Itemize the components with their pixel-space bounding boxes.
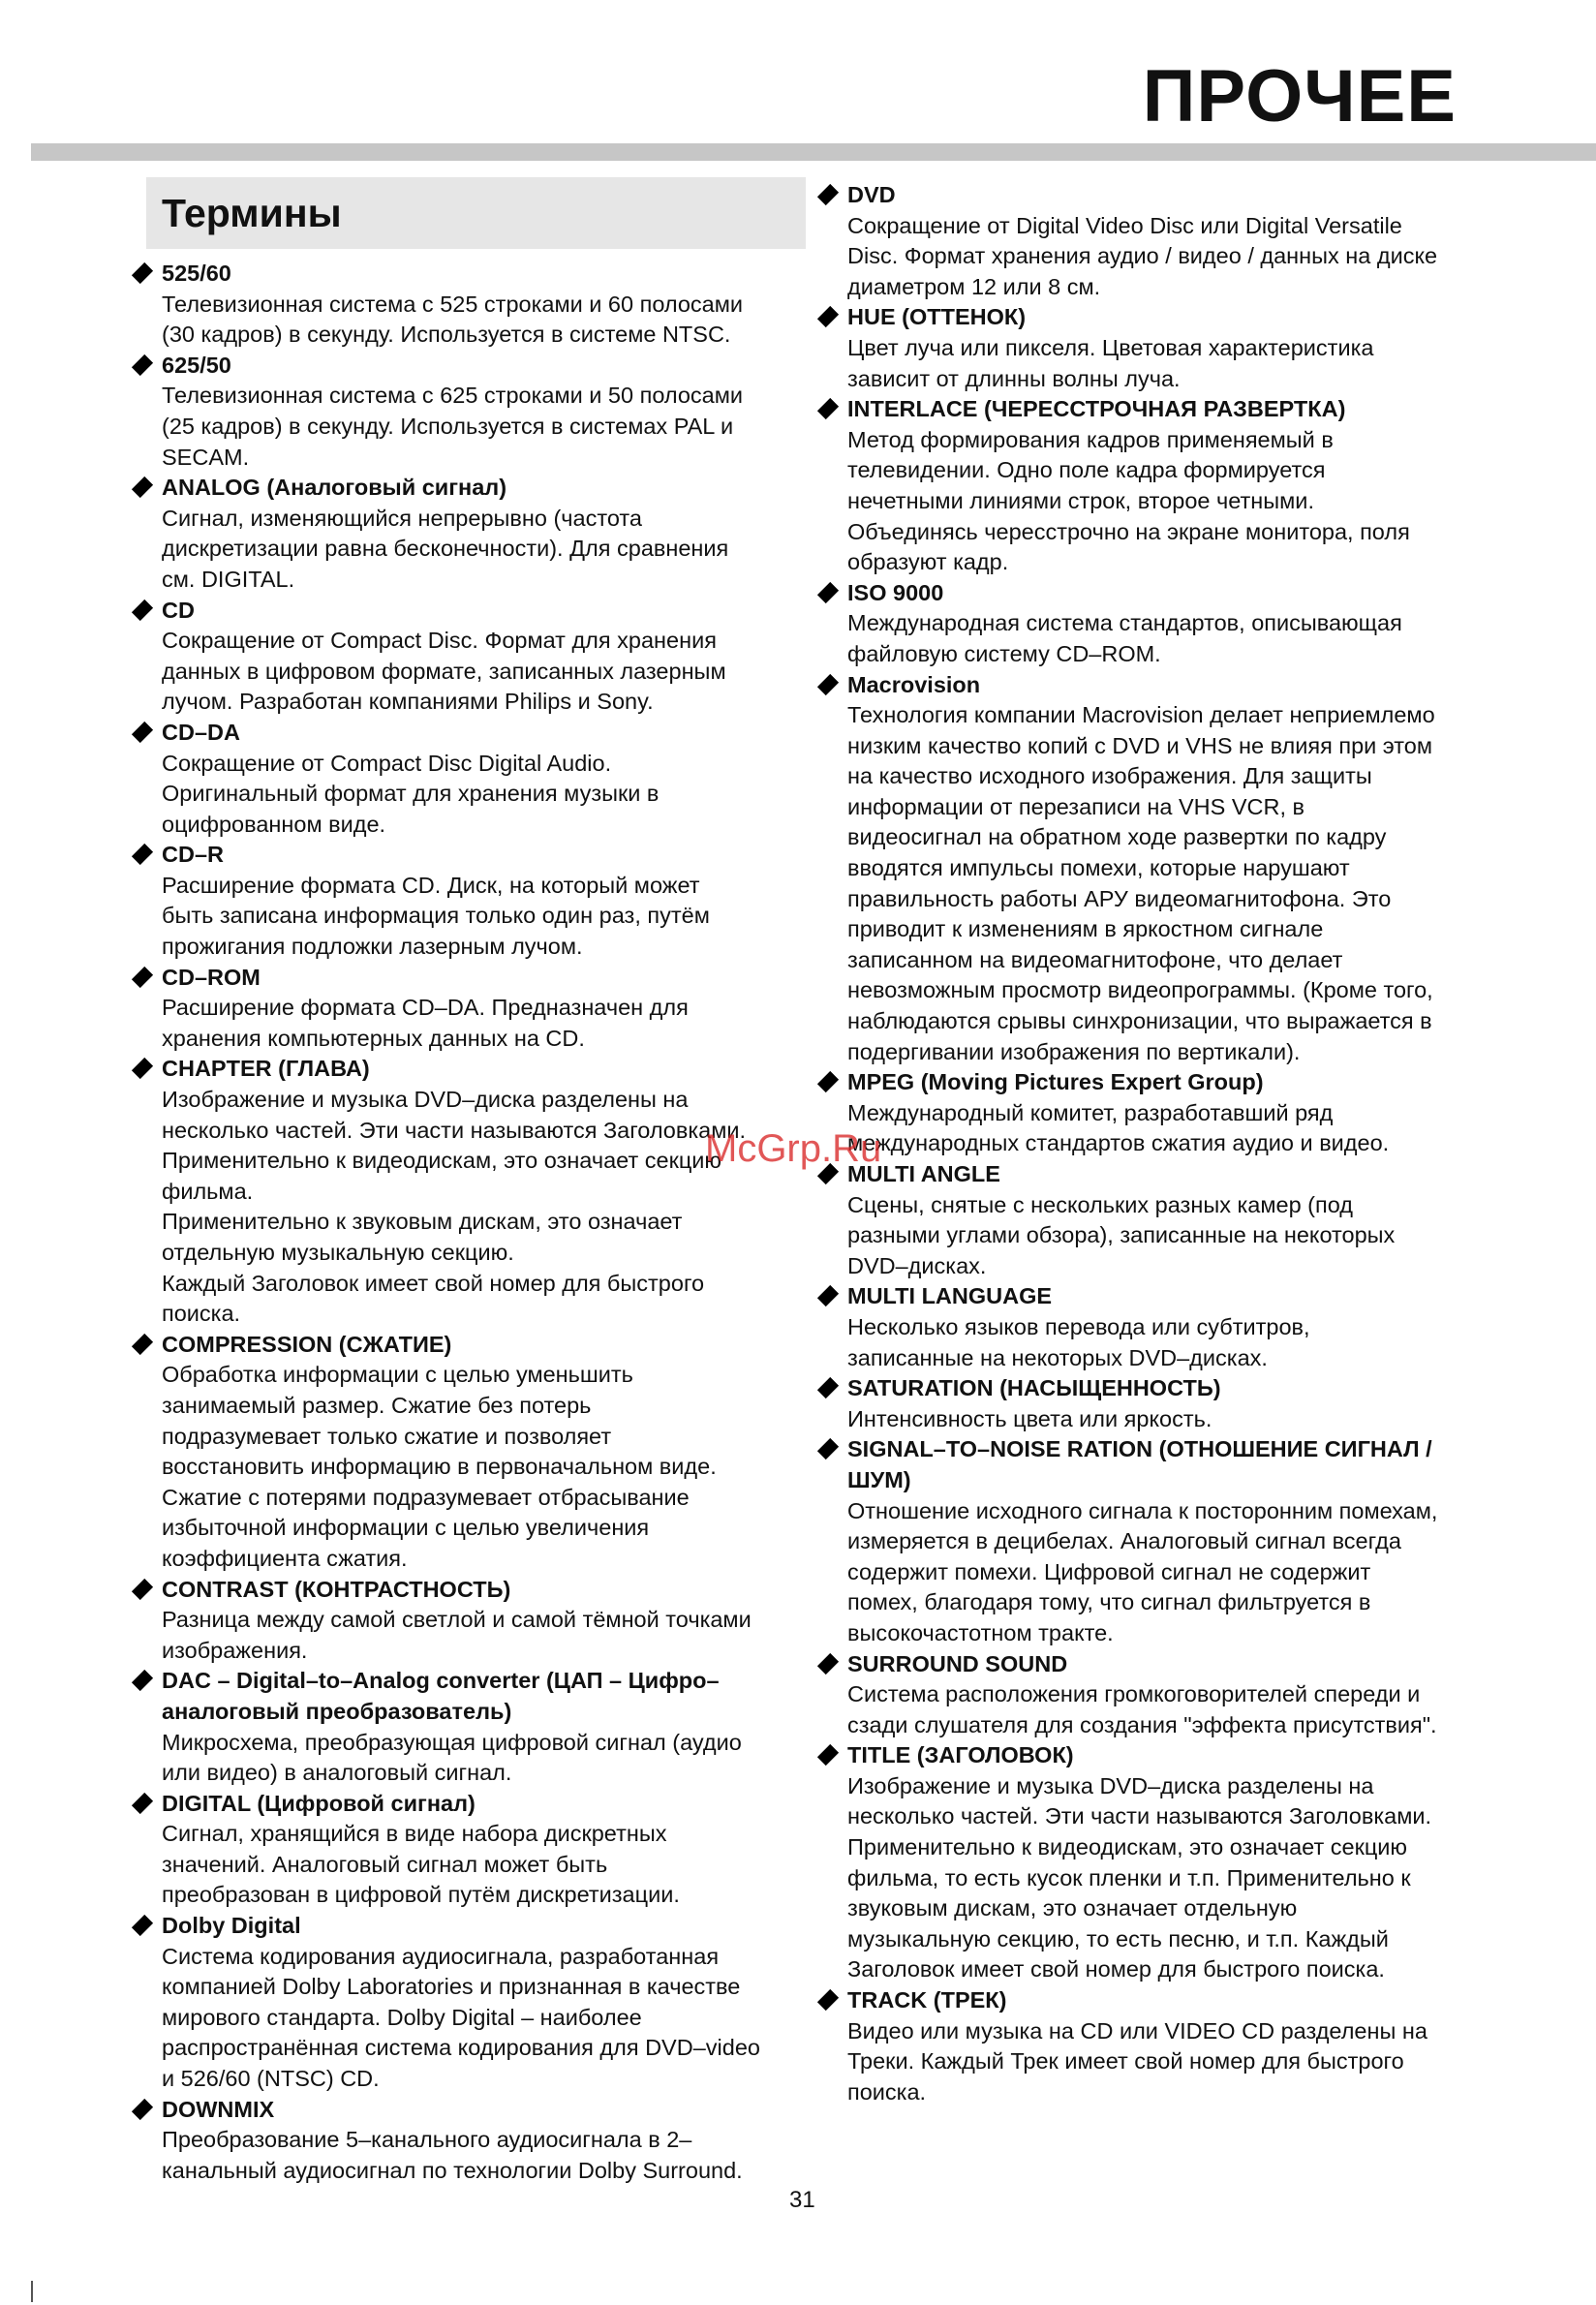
diamond-bullet-icon — [132, 1058, 153, 1079]
term-title: TRACK (ТРЕК) — [847, 1987, 1007, 2013]
diamond-bullet-icon — [817, 398, 839, 419]
term-title: SURROUND SOUND — [847, 1650, 1068, 1676]
term-title: MULTI LANGUAGE — [847, 1283, 1053, 1309]
diamond-bullet-icon — [132, 1578, 153, 1599]
term-title: ISO 9000 — [847, 579, 944, 605]
diamond-bullet-icon — [132, 1915, 153, 1936]
term-description: Технология компании Macrovision делает неприемлемо низким качество копий с DVD и VHS не влияя при этом на качество исходного изображения. Для защиты информации от перезаписи на VHS VCR, в видеосигнал на обратном ходе развертки по кадру вводятся импульсы помехи, которые нарушают правильность работы АРУ видеомагнитофона. Это приводит к изменениям в яркостном сигнале записанном на видеомагнитофоне, что делает невозможным просмотр видеопрограммы. (Кроме того, наблюдаются срывы синхронизации, что выражается в подергивании изображения по вертикали). — [847, 702, 1435, 1064]
term-title: CHAPTER (ГЛАВА) — [162, 1056, 370, 1082]
term-description: Сокращение от Compact Disc. Формат для хранения данных в цифровом формате, записанных лазерным лучом. Разработан компаниями Philips и Sony. — [162, 628, 726, 715]
glossary-term — [818, 302, 1514, 394]
term-title: DVD — [847, 182, 896, 207]
diamond-bullet-icon — [817, 306, 839, 327]
glossary-term — [133, 351, 824, 473]
term-title: CD — [162, 597, 195, 623]
glossary-term — [818, 180, 1514, 302]
diamond-bullet-icon — [132, 354, 153, 376]
header-divider-bar — [31, 143, 1596, 161]
crop-mark — [31, 2281, 33, 2302]
term-description: Расширение формата CD–DA. Предназначен для хранения компьютерных данных на CD. — [162, 995, 689, 1051]
term-description: Метод формирования кадров применяемый в телевидении. Одно поле кадра формируется нечетными линиями строк, второе четными. Объединясь чересстрочно на экране монитора, поля образуют кадр. — [847, 426, 1410, 575]
term-title: CD–ROM — [162, 964, 261, 990]
glossary-term — [133, 718, 824, 840]
term-description: Международная система стандартов, описывающая файловую систему CD–ROM. — [847, 610, 1402, 666]
term-description: Международный комитет, разработавший ряд международных стандартов сжатия аудио и видео. — [847, 1099, 1390, 1156]
term-description: Обработка информации с целью уменьшить занимаемый размер. Сжатие без потерь подразумевает только сжатие и позволяет восстановить информацию в первоначальном виде. Сжатие с потерями подразумевает отбрасывание избыточной информации с целью увеличения коэффициента сжатия. — [162, 1362, 717, 1571]
term-description: Цвет луча или пикселя. Цветовая характеристика зависит от длинны волны луча. — [847, 334, 1374, 391]
glossary-term — [818, 394, 1514, 578]
diamond-bullet-icon — [817, 673, 839, 694]
term-description: Сигнал, изменяющийся непрерывно (частота дискретизации равна бесконечности). Для сравнения см. DIGITAL. — [162, 505, 729, 592]
glossary-term — [818, 1067, 1514, 1159]
term-description: Преобразование 5–канального аудиосигнала в 2– канальный аудиосигнал по технологии Dolby Surround. — [162, 2127, 743, 2183]
glossary-term — [133, 1789, 824, 1911]
glossary-term — [133, 1666, 824, 1788]
glossary-term — [133, 1911, 824, 2095]
term-description: Сигнал, хранящийся в виде набора дискретных значений. Аналоговый сигнал может быть преобразован в цифровой путём дискретизации. — [162, 1821, 680, 1908]
term-description: Сокращение от Digital Video Disc или Digital Versatile Disc. Формат хранения аудио / видео / данных на диске диаметром 12 или 8 см. — [847, 212, 1438, 299]
glossary-term — [818, 1434, 1514, 1648]
term-title: Macrovision — [847, 671, 981, 697]
diamond-bullet-icon — [817, 1071, 839, 1092]
diamond-bullet-icon — [132, 967, 153, 988]
diamond-bullet-icon — [132, 599, 153, 620]
diamond-bullet-icon — [817, 1652, 839, 1674]
glossary-term — [133, 1330, 824, 1575]
term-title: DAC – Digital–to–Analog converter (ЦАП – Цифро– аналоговый преобразователь) — [162, 1668, 720, 1724]
term-description: Расширение формата CD. Диск, на который может быть записана информация только один раз, путём прожигания подложки лазерным лучом. — [162, 872, 710, 960]
glossary-term — [818, 1740, 1514, 1985]
term-description: Несколько языков перевода или субтитров, записанные на некоторых DVD–дисках. — [847, 1313, 1310, 1370]
term-title: DOWNMIX — [162, 2096, 275, 2122]
term-description: Телевизионная система с 525 строками и 60 полосами (30 кадров) в секунду. Используется в системе NTSC. — [162, 291, 744, 348]
diamond-bullet-icon — [817, 1744, 839, 1766]
glossary-term — [133, 1575, 824, 1667]
glossary-term — [818, 1649, 1514, 1741]
glossary-term — [818, 1985, 1514, 2107]
term-title: 625/50 — [162, 352, 231, 378]
term-description: Микросхема, преобразующая цифровой сигнал (аудио или видео) в аналоговый сигнал. — [162, 1729, 742, 1786]
term-description: Разница между самой светлой и самой тёмной точками изображения. — [162, 1607, 752, 1663]
glossary-term — [133, 596, 824, 718]
glossary-term — [133, 963, 824, 1055]
term-title: CD–DA — [162, 719, 240, 745]
diamond-bullet-icon — [132, 2099, 153, 2120]
term-description: Интенсивность цвета или яркость. — [847, 1405, 1212, 1431]
section-title: Термины — [162, 191, 342, 235]
term-description: Сокращение от Compact Disc Digital Audio. Оригинальный формат для хранения музыки в оцифрованном виде. — [162, 750, 660, 837]
diamond-bullet-icon — [132, 1334, 153, 1355]
diamond-bullet-icon — [132, 1793, 153, 1814]
term-title: ANALOG (Аналоговый сигнал) — [162, 475, 507, 501]
glossary-term — [818, 1159, 1514, 1281]
term-description: Видео или музыка на CD или VIDEO CD разделены на Треки. Каждый Трек имеет свой номер для быстрого поиска. — [847, 2017, 1427, 2105]
diamond-bullet-icon — [132, 476, 153, 498]
term-description: Изображение и музыка DVD–диска разделены на несколько частей. Эти части называются Заголовками. Применительно к видеодискам, это означает секцию фильма. Применительно к звуковым дискам, это означает отдельную музыкальную секцию. Каждый Заголовок имеет свой номер для быстрого поиска. — [162, 1087, 747, 1327]
diamond-bullet-icon — [817, 582, 839, 603]
diamond-bullet-icon — [817, 184, 839, 205]
term-description: Отношение исходного сигнала к посторонним помехам, измеряется в децибелах. Аналоговый сигнал всегда содержит помехи. Цифровой сигнал не содержит помех, благодаря тому, что сигнал фильтруется в высокочастотном тракте. — [847, 1497, 1438, 1645]
term-description: Изображение и музыка DVD–диска разделены на несколько частей. Эти части называются Заголовками. Применительно к видеодискам, это означает секцию фильма, то есть кусок пленки и т.п. Применительно к звуковым дискам, это означает отдельную музыкальную секцию, то есть песню, и т.п. Каждый Заголовок имеет свой номер для быстрого поиска. — [847, 1772, 1432, 1982]
term-description: Система расположения громкоговорителей спереди и сзади слушателя для создания "эффекта присутствия". — [847, 1681, 1437, 1737]
term-description: Сцены, снятые с нескольких разных камер (под разными углами обзора), записанные на некоторых DVD–дисках. — [847, 1191, 1396, 1278]
term-title: COMPRESSION (СЖАТИЕ) — [162, 1331, 452, 1357]
diamond-bullet-icon — [132, 1670, 153, 1691]
glossary-term — [133, 1054, 824, 1329]
diamond-bullet-icon — [817, 1285, 839, 1306]
glossary-right-column — [818, 180, 1514, 2107]
glossary-left-column — [133, 259, 824, 2186]
term-title: SIGNAL–TO–NOISE RATION (ОТНОШЕНИЕ СИГНАЛ / ШУМ) — [847, 1436, 1432, 1492]
term-title: MULTI ANGLE — [847, 1161, 1000, 1186]
term-description: Телевизионная система с 625 строками и 50 полосами (25 кадров) в секунду. Используется в системах PAL и SECAM. — [162, 383, 744, 470]
diamond-bullet-icon — [817, 1438, 839, 1460]
glossary-term — [133, 2095, 824, 2187]
glossary-term — [133, 840, 824, 962]
page-number: 31 — [789, 2187, 815, 2213]
glossary-term — [818, 670, 1514, 1068]
glossary-term — [818, 1281, 1514, 1373]
diamond-bullet-icon — [132, 262, 153, 284]
chapter-title: ПРОЧЕЕ — [1142, 55, 1457, 138]
diamond-bullet-icon — [817, 1377, 839, 1398]
term-title: CD–R — [162, 842, 224, 868]
term-title: Dolby Digital — [162, 1913, 301, 1939]
diamond-bullet-icon — [132, 722, 153, 743]
diamond-bullet-icon — [132, 844, 153, 865]
glossary-term — [133, 473, 824, 595]
term-title: SATURATION (НАСЫЩЕННОСТЬ) — [847, 1375, 1221, 1401]
term-title: CONTRAST (КОНТРАСТНОСТЬ) — [162, 1576, 511, 1602]
watermark: McGrp.Ru — [705, 1127, 882, 1170]
term-title: DIGITAL (Цифровой сигнал) — [162, 1790, 476, 1816]
term-title: TITLE (ЗАГОЛОВОК) — [847, 1742, 1074, 1768]
term-description: Система кодирования аудиосигнала, разработанная компанией Dolby Laboratories и признанная в качестве мирового стандарта. Dolby Digital – наиболее распространённая система кодирования для DVD–video и 526/60 (NTSC) CD. — [162, 1943, 760, 2092]
diamond-bullet-icon — [817, 1989, 839, 2011]
term-title: 525/60 — [162, 261, 231, 286]
term-title: HUE (ОТТЕНОК) — [847, 304, 1027, 330]
glossary-term — [818, 578, 1514, 670]
glossary-term — [133, 259, 824, 351]
glossary-term — [818, 1373, 1514, 1434]
term-title: MPEG (Moving Pictures Expert Group) — [847, 1069, 1264, 1095]
term-title: INTERLACE (ЧЕРЕССТРОЧНАЯ РАЗВЕРТКА) — [847, 396, 1346, 422]
